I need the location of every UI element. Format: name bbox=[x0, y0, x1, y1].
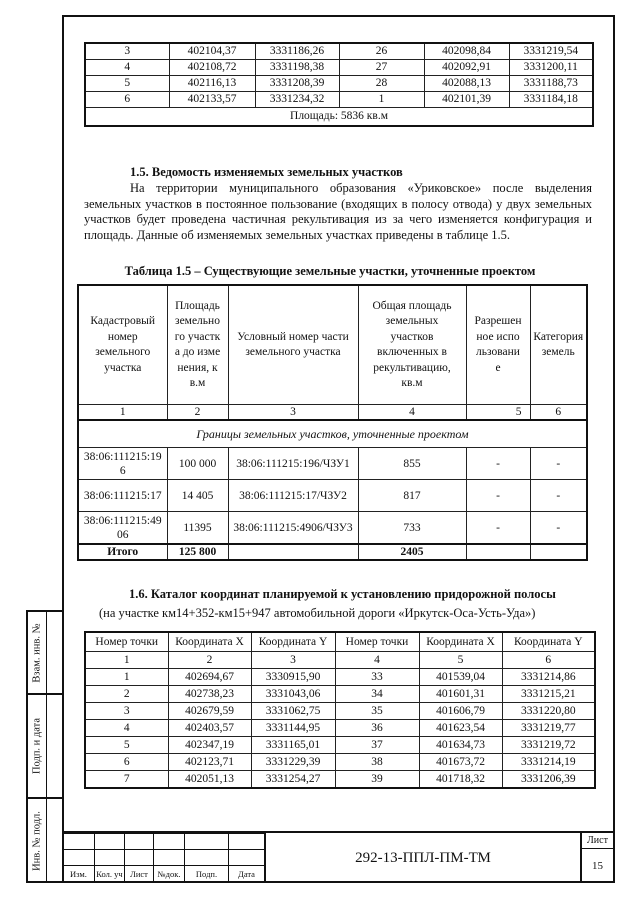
table-cell: 402092,91 bbox=[424, 60, 509, 76]
table-cell: 1 bbox=[339, 92, 424, 108]
coordinate-y: 3331043,06 bbox=[251, 686, 335, 703]
column-number: 2 bbox=[167, 405, 228, 421]
side-stamp-label: Инв. № подл. bbox=[31, 811, 43, 871]
coordinate-y: 3331206,39 bbox=[502, 771, 595, 789]
column-header: Категория земель bbox=[530, 285, 587, 405]
column-number: 5 bbox=[466, 405, 530, 421]
column-number: 6 bbox=[530, 405, 587, 421]
table-header-row bbox=[85, 632, 595, 652]
table-cell: 3331219,54 bbox=[509, 43, 593, 60]
column-number: 4 bbox=[358, 405, 466, 421]
point-number: 33 bbox=[335, 669, 419, 686]
stamp-label: Кол. уч bbox=[95, 866, 125, 882]
table-row bbox=[85, 76, 593, 92]
coordinate-x: 402347,19 bbox=[168, 737, 251, 754]
table-cell: 4 bbox=[85, 60, 169, 76]
table-cell: 3331198,38 bbox=[255, 60, 339, 76]
point-number: 5 bbox=[85, 737, 168, 754]
column-number: 5 bbox=[419, 652, 502, 669]
section-heading-1-5: 1.5. Ведомость изменяемых земельных участков bbox=[130, 165, 403, 179]
side-stamp-value-cell bbox=[46, 695, 64, 799]
table-cell: 3331200,11 bbox=[509, 60, 593, 76]
coordinate-x: 401634,73 bbox=[419, 737, 502, 754]
area-before: 11395 bbox=[167, 512, 228, 545]
permitted-use: - bbox=[466, 512, 530, 545]
stamp-label: Лист bbox=[125, 866, 154, 882]
coordinate-y: 3331215,21 bbox=[502, 686, 595, 703]
coordinate-y: 3331229,39 bbox=[251, 754, 335, 771]
column-header: Координата X bbox=[168, 632, 251, 652]
table-cell: 402101,39 bbox=[424, 92, 509, 108]
table-cell: 26 bbox=[339, 43, 424, 60]
area-row bbox=[85, 108, 593, 127]
coordinate-x: 401601,31 bbox=[419, 686, 502, 703]
column-header: Кадастровый номер земельного участка bbox=[78, 285, 167, 405]
section-heading-1-6: 1.6. Каталог координат планируемой к установлению придорожной полосы bbox=[129, 587, 556, 601]
table-cell: 27 bbox=[339, 60, 424, 76]
side-stamp-label: Взам. инв. № bbox=[31, 622, 43, 683]
point-number: 36 bbox=[335, 720, 419, 737]
section-subheading-1-6: (на участке км14+352-км15+947 автомобильной дороги «Иркутск-Оса-Усть-Уда») bbox=[99, 606, 536, 620]
table-cell: 402116,13 bbox=[169, 76, 255, 92]
column-number: 4 bbox=[335, 652, 419, 669]
column-header: Условный номер части земельного участка bbox=[228, 285, 358, 405]
coordinate-x: 402679,59 bbox=[168, 703, 251, 720]
table-row bbox=[85, 60, 593, 76]
table-cell: 3 bbox=[85, 43, 169, 60]
total-area-before: 125 800 bbox=[167, 544, 228, 560]
empty-cell bbox=[228, 544, 358, 560]
coordinate-x: 402738,23 bbox=[168, 686, 251, 703]
total-area-recultivation: 2405 bbox=[358, 544, 466, 560]
table-cell: 3331188,73 bbox=[509, 76, 593, 92]
side-stamp bbox=[26, 610, 64, 883]
table-caption-1-5: Таблица 1.5 – Существующие земельные участки, уточненные проектом bbox=[124, 264, 536, 278]
column-number: 3 bbox=[228, 405, 358, 421]
title-block bbox=[62, 831, 615, 885]
side-stamp-value-cell bbox=[46, 612, 64, 695]
part-number: 38:06:111215:17/ЧЗУ2 bbox=[228, 480, 358, 512]
empty-cell bbox=[466, 544, 530, 560]
column-header: Разрешенное использование bbox=[466, 285, 530, 405]
permitted-use: - bbox=[466, 448, 530, 480]
coordinates-table-continuation bbox=[84, 42, 594, 127]
section-row bbox=[78, 420, 587, 448]
total-label: Итого bbox=[78, 544, 167, 560]
table-row bbox=[85, 686, 595, 703]
sheet-label: Лист bbox=[582, 833, 613, 849]
cadastral-number: 38:06:111215:196 bbox=[78, 448, 167, 480]
column-number: 1 bbox=[78, 405, 167, 421]
side-stamp-cell bbox=[28, 799, 46, 883]
land-category: - bbox=[530, 512, 587, 545]
coordinate-x: 402694,67 bbox=[168, 669, 251, 686]
stamp-label: Подп. bbox=[185, 866, 229, 882]
coordinate-x: 401623,54 bbox=[419, 720, 502, 737]
document-code: 292-13-ППЛ-ПМ-ТМ bbox=[264, 833, 582, 883]
point-number: 38 bbox=[335, 754, 419, 771]
stamp-label: Дата bbox=[229, 866, 265, 882]
table-cell: 402088,13 bbox=[424, 76, 509, 92]
table-cell: 5 bbox=[85, 76, 169, 92]
point-number: 3 bbox=[85, 703, 168, 720]
table-row bbox=[85, 720, 595, 737]
column-header: Координата X bbox=[419, 632, 502, 652]
column-number: 1 bbox=[85, 652, 168, 669]
land-category: - bbox=[530, 448, 587, 480]
coordinate-x: 401718,32 bbox=[419, 771, 502, 789]
area-before: 14 405 bbox=[167, 480, 228, 512]
coordinate-x: 401673,72 bbox=[419, 754, 502, 771]
table-row bbox=[85, 771, 595, 789]
part-number: 38:06:111215:196/ЧЗУ1 bbox=[228, 448, 358, 480]
coordinate-x: 401606,79 bbox=[419, 703, 502, 720]
column-header: Общая площадь земельных участков включенных в рекультивацию, кв.м bbox=[358, 285, 466, 405]
total-row bbox=[78, 544, 587, 560]
coordinate-y: 3331220,80 bbox=[502, 703, 595, 720]
coordinate-y: 3331219,77 bbox=[502, 720, 595, 737]
column-header: Координата Y bbox=[502, 632, 595, 652]
cadastral-number: 38:06:111215:17 bbox=[78, 480, 167, 512]
table-row bbox=[85, 737, 595, 754]
area-before: 100 000 bbox=[167, 448, 228, 480]
table-cell: 3331184,18 bbox=[509, 92, 593, 108]
revision-row bbox=[63, 834, 265, 850]
table-row bbox=[78, 448, 587, 480]
table-cell: 402104,37 bbox=[169, 43, 255, 60]
table-cell: 3331186,26 bbox=[255, 43, 339, 60]
side-stamp-cell bbox=[28, 612, 46, 695]
column-number-row bbox=[78, 405, 587, 421]
table-cell: 6 bbox=[85, 92, 169, 108]
table-cell: 28 bbox=[339, 76, 424, 92]
area-recultivation: 855 bbox=[358, 448, 466, 480]
side-stamp-label: Подп. и дата bbox=[31, 717, 43, 775]
table-1-6-coordinates bbox=[84, 631, 596, 789]
coordinate-y: 3330915,90 bbox=[251, 669, 335, 686]
coordinate-x: 401539,04 bbox=[419, 669, 502, 686]
coordinate-x: 402403,57 bbox=[168, 720, 251, 737]
table-cell: 402108,72 bbox=[169, 60, 255, 76]
coordinate-x: 402123,71 bbox=[168, 754, 251, 771]
coordinate-y: 3331254,27 bbox=[251, 771, 335, 789]
table-cell: 402098,84 bbox=[424, 43, 509, 60]
permitted-use: - bbox=[466, 480, 530, 512]
column-header: Номер точки bbox=[335, 632, 419, 652]
side-stamp-cell bbox=[28, 695, 46, 799]
point-number: 4 bbox=[85, 720, 168, 737]
area-recultivation: 817 bbox=[358, 480, 466, 512]
point-number: 39 bbox=[335, 771, 419, 789]
sheet-number: 15 bbox=[592, 860, 603, 872]
column-header: Номер точки bbox=[85, 632, 168, 652]
point-number: 37 bbox=[335, 737, 419, 754]
column-number-row bbox=[85, 652, 595, 669]
coordinate-y: 3331214,19 bbox=[502, 754, 595, 771]
table-row bbox=[85, 754, 595, 771]
revision-header-row bbox=[63, 866, 265, 882]
table-1-5 bbox=[77, 284, 588, 561]
area-recultivation: 733 bbox=[358, 512, 466, 545]
table-row bbox=[85, 92, 593, 108]
part-number: 38:06:111215:4906/ЧЗУ3 bbox=[228, 512, 358, 545]
coordinate-y: 3331062,75 bbox=[251, 703, 335, 720]
table-cell: 3331208,39 bbox=[255, 76, 339, 92]
column-number: 6 bbox=[502, 652, 595, 669]
coordinate-y: 3331214,86 bbox=[502, 669, 595, 686]
column-number: 2 bbox=[168, 652, 251, 669]
revision-row bbox=[63, 850, 265, 866]
coordinate-y: 3331144,95 bbox=[251, 720, 335, 737]
section-paragraph-1-5: На территории муниципального образования «Уриковское» после выделения земельных участков в постоянное пользование (входящих в полосу отвода) у двух земельных участков будет проведена частичная рекультивация из за чего изменяется конфигурация и площадь. Данные об изменяемых земельных участках приведены в таблице 1.5. bbox=[84, 181, 592, 243]
table-cell: 3331234,32 bbox=[255, 92, 339, 108]
area-total: Площадь: 5836 кв.м bbox=[85, 108, 593, 127]
column-header: Координата Y bbox=[251, 632, 335, 652]
point-number: 1 bbox=[85, 669, 168, 686]
coordinate-x: 402051,13 bbox=[168, 771, 251, 789]
land-category: - bbox=[530, 480, 587, 512]
revision-grid bbox=[62, 833, 265, 882]
table-row bbox=[85, 703, 595, 720]
column-header: Площадь земельного участка до изменения, кв.м bbox=[167, 285, 228, 405]
empty-cell bbox=[530, 544, 587, 560]
table-row bbox=[78, 512, 587, 545]
section-row-label: Границы земельных участков, уточненные проектом bbox=[78, 420, 587, 448]
point-number: 7 bbox=[85, 771, 168, 789]
coordinate-y: 3331165,01 bbox=[251, 737, 335, 754]
coordinate-y: 3331219,72 bbox=[502, 737, 595, 754]
stamp-label: №док. bbox=[154, 866, 185, 882]
point-number: 34 bbox=[335, 686, 419, 703]
cadastral-number: 38:06:111215:4906 bbox=[78, 512, 167, 545]
point-number: 2 bbox=[85, 686, 168, 703]
point-number: 35 bbox=[335, 703, 419, 720]
table-row bbox=[78, 480, 587, 512]
table-row bbox=[85, 669, 595, 686]
column-number: 3 bbox=[251, 652, 335, 669]
stamp-label: Изм. bbox=[63, 866, 95, 882]
table-cell: 402133,57 bbox=[169, 92, 255, 108]
point-number: 6 bbox=[85, 754, 168, 771]
table-row bbox=[85, 43, 593, 60]
table-header-row bbox=[78, 285, 587, 405]
